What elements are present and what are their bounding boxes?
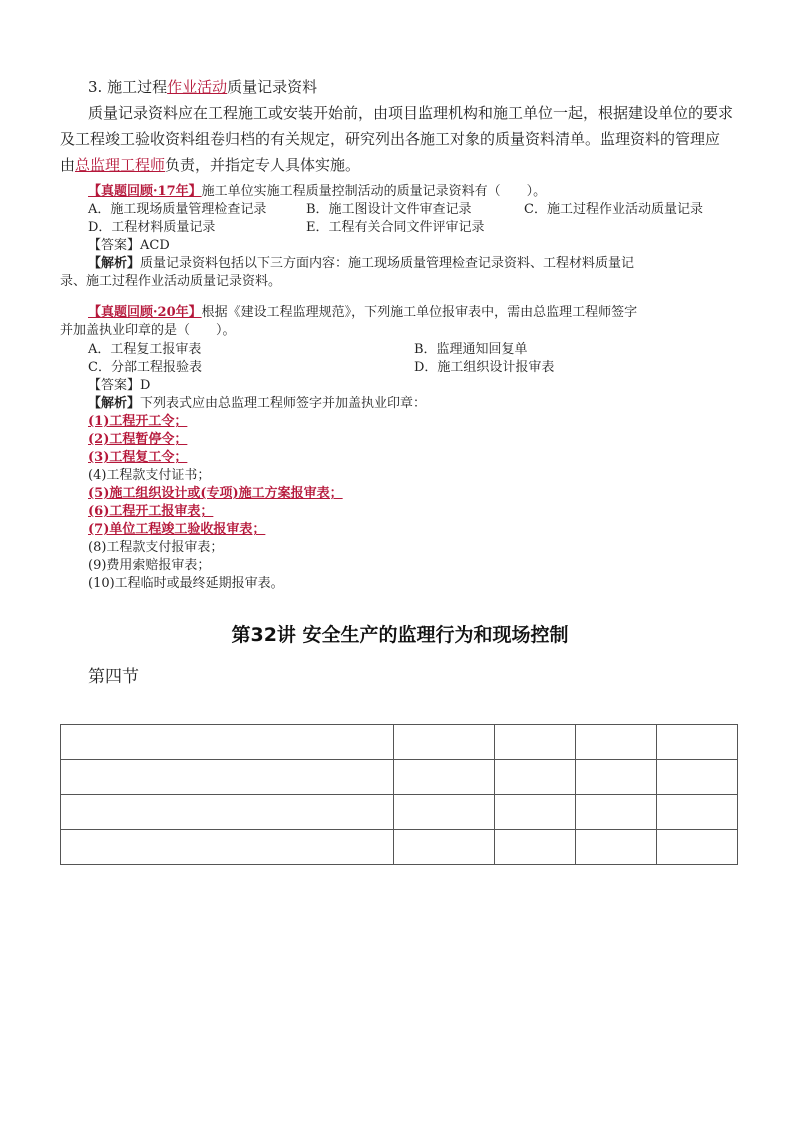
table-cell (394, 830, 495, 865)
table-cell (576, 760, 657, 795)
option: E．工程有关合同文件评审记录 (306, 220, 485, 235)
list-item: (8)工程款支付报审表； (88, 540, 224, 555)
highlight-term: 总监理工程师 (75, 156, 166, 174)
analysis-cont: 录、施工过程作业活动质量记录资料。 (60, 274, 282, 289)
table-cell (657, 830, 738, 865)
list-item: (9)费用索赔报审表； (88, 558, 211, 573)
table-cell (61, 830, 394, 865)
list-item: (1)工程开工令； (88, 414, 188, 429)
table-cell (61, 725, 394, 760)
option: A．工程复工报审表 (88, 342, 202, 357)
option: A．施工现场质量管理检查记录 (88, 202, 267, 217)
lecture-title: 第32讲 安全生产的监理行为和现场控制 (231, 624, 569, 646)
table-cell (657, 795, 738, 830)
option: D．施工组织设计报审表 (414, 360, 555, 375)
table-row (61, 795, 738, 830)
answer: 【答案】D (88, 378, 151, 393)
table-cell (61, 795, 394, 830)
question-1-stem: 【真题回顾·17年】施工单位实施工程质量控制活动的质量记录资料有（ ）。 (88, 184, 547, 199)
table-cell (576, 830, 657, 865)
table-cell (495, 795, 576, 830)
list-item: (3)工程复工令； (88, 450, 188, 465)
table-row (61, 760, 738, 795)
table-row (61, 830, 738, 865)
question-2-stem-cont: 并加盖执业印章的是（ ）。 (60, 323, 236, 338)
option: C．施工过程作业活动质量记录 (524, 202, 703, 217)
section-heading: 3. 施工过程作业活动质量记录资料 (88, 78, 318, 96)
analysis: 【解析】下列表式应由总监理工程师签字并加盖执业印章： (88, 396, 427, 411)
question-2-stem: 【真题回顾·20年】根据《建设工程监理规范》，下列施工单位报审表中，需由总监理工程师签字 (88, 305, 638, 320)
table-cell (495, 725, 576, 760)
table-cell (495, 830, 576, 865)
list-item: (2)工程暂停令； (88, 432, 188, 447)
option: D．工程材料质量记录 (88, 220, 216, 235)
table-cell (576, 795, 657, 830)
table-cell (576, 725, 657, 760)
option: C．分部工程报验表 (88, 360, 202, 375)
table-cell (495, 760, 576, 795)
question-tag: 【真题回顾·20年】 (88, 305, 202, 320)
table-row (61, 725, 738, 760)
table-cell (657, 760, 738, 795)
analysis: 【解析】质量记录资料包括以下三方面内容：施工现场质量管理检查记录资料、工程材料质量记 (88, 256, 635, 271)
intro-line-1: 质量记录资料应在工程施工或安装开始前，由项目监理机构和施工单位一起，根据建设单位的要求 (88, 104, 734, 122)
intro-line-2: 及工程竣工验收资料组卷归档的有关规定，研究列出各施工对象的质量资料清单。监理资料的管理应 (60, 130, 721, 148)
question-tag: 【真题回顾·17年】 (88, 184, 202, 199)
option: B．监理通知回复单 (414, 342, 528, 357)
empty-table (60, 724, 738, 865)
table-cell (394, 760, 495, 795)
table-cell (657, 725, 738, 760)
answer: 【答案】ACD (88, 238, 170, 253)
option: B．施工图设计文件审查记录 (306, 202, 472, 217)
list-item: (5)施工组织设计或(专项)施工方案报审表； (88, 486, 343, 501)
intro-line-3: 由总监理工程师负责，并指定专人具体实施。 (60, 156, 361, 174)
section-title: 第四节 (88, 667, 139, 687)
list-item: (6)工程开工报审表； (88, 504, 214, 519)
table-cell (394, 795, 495, 830)
list-item: (7)单位工程竣工验收报审表； (88, 522, 266, 537)
list-item: (4)工程款支付证书； (88, 468, 211, 483)
table-cell (61, 760, 394, 795)
table-cell (394, 725, 495, 760)
list-item: (10)工程临时或最终延期报审表。 (88, 576, 284, 591)
highlight-term: 作业活动 (167, 78, 228, 96)
